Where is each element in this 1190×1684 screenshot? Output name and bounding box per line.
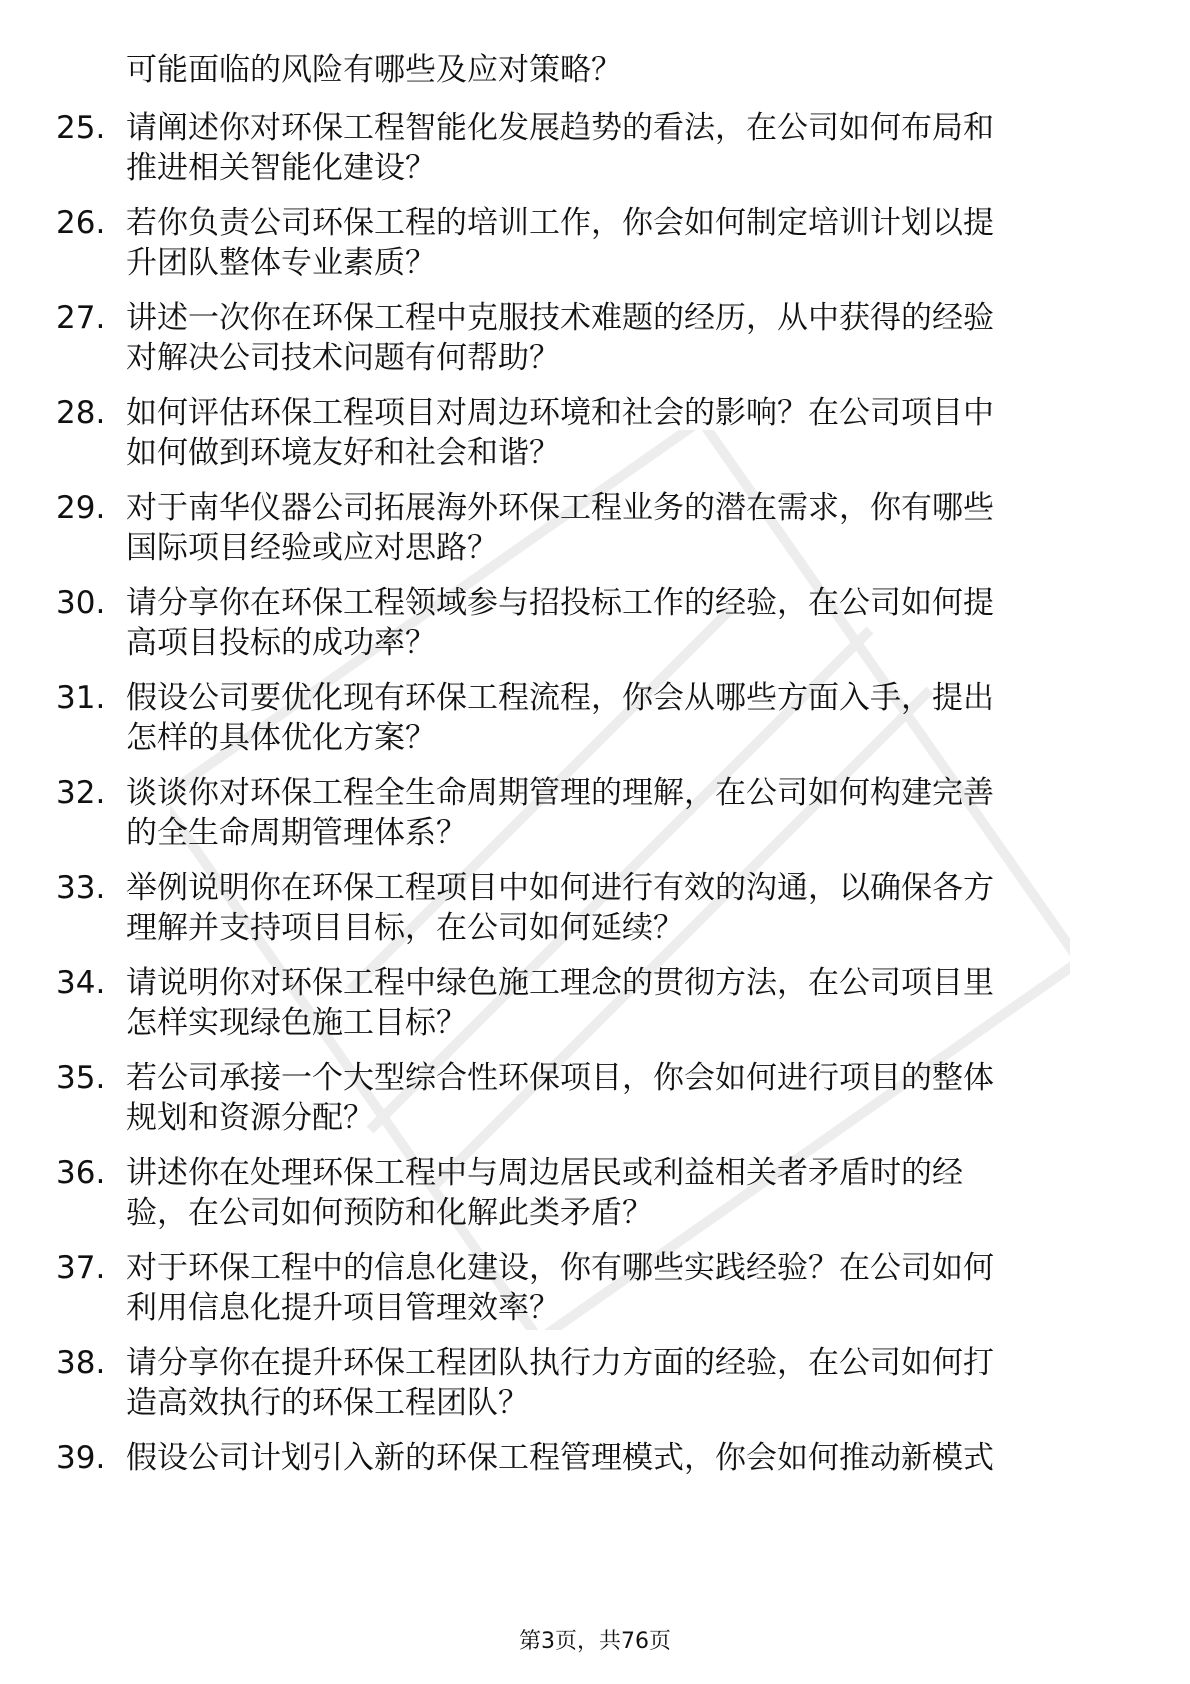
question-number: 27. (56, 300, 106, 336)
question-text (126, 1343, 1116, 1423)
question-text-line: 验，在公司如何预防和化解此类矛盾？ (126, 1195, 653, 1231)
question-number: 37. (56, 1250, 106, 1286)
question-number: 31. (56, 680, 106, 716)
question-text (126, 1153, 1116, 1233)
question-text-line: 升团队整体专业素质？ (126, 245, 436, 281)
question-text (126, 868, 1116, 948)
question-text-line: 推进相关智能化建设？ (126, 150, 436, 186)
question-text (126, 773, 1116, 853)
question-text-line: 的全生命周期管理体系？ (126, 815, 467, 851)
question-number: 26. (56, 205, 106, 241)
question-text-line: 对解决公司技术问题有何帮助？ (126, 340, 560, 376)
question-number: 30. (56, 585, 106, 621)
question-number: 34. (56, 965, 106, 1001)
question-number: 33. (56, 870, 106, 906)
continued-question-text: 可能面临的风险有哪些及应对策略？ (126, 52, 622, 88)
question-text-line: 谈谈你对环保工程全生命周期管理的理解，在公司如何构建完善 (126, 775, 994, 811)
question-text-line: 规划和资源分配？ (126, 1100, 374, 1136)
question-text (126, 298, 1116, 378)
question-text-line: 请阐述你对环保工程智能化发展趋势的看法，在公司如何布局和 (126, 110, 994, 146)
question-number: 36. (56, 1155, 106, 1191)
question-text-line: 理解并支持项目目标，在公司如何延续？ (126, 910, 684, 946)
question-text (126, 203, 1116, 283)
question-text-line: 对于南华仪器公司拓展海外环保工程业务的潜在需求，你有哪些 (126, 490, 994, 526)
question-text (126, 488, 1116, 568)
question-number: 29. (56, 490, 106, 526)
question-number: 25. (56, 110, 106, 146)
question-text (126, 108, 1116, 188)
question-text (126, 1248, 1116, 1328)
question-text (126, 1438, 1116, 1478)
question-text (126, 678, 1116, 758)
question-text-line: 若公司承接一个大型综合性环保项目，你会如何进行项目的整体 (126, 1060, 994, 1096)
question-text-line: 讲述你在处理环保工程中与周边居民或利益相关者矛盾时的经 (126, 1155, 963, 1191)
question-text-line: 造高效执行的环保工程团队？ (126, 1385, 529, 1421)
page-number-footer: 第3页，共76页 (519, 1629, 671, 1654)
question-text-line: 若你负责公司环保工程的培训工作，你会如何制定培训计划以提 (126, 205, 994, 241)
question-number: 28. (56, 395, 106, 431)
question-text-line: 请分享你在环保工程领域参与招投标工作的经验，在公司如何提 (126, 585, 994, 621)
question-text-line: 高项目投标的成功率？ (126, 625, 436, 661)
question-number: 39. (56, 1440, 106, 1476)
question-text-line: 举例说明你在环保工程项目中如何进行有效的沟通，以确保各方 (126, 870, 994, 906)
question-text-line: 国际项目经验或应对思路？ (126, 530, 498, 566)
question-text-line: 利用信息化提升项目管理效率？ (126, 1290, 560, 1326)
question-text-line: 如何评估环保工程项目对周边环境和社会的影响？在公司项目中 (126, 395, 994, 431)
question-text-line: 怎样实现绿色施工目标？ (126, 1005, 467, 1041)
question-text-line: 讲述一次你在环保工程中克服技术难题的经历，从中获得的经验 (126, 300, 994, 336)
question-text-line: 怎样的具体优化方案？ (126, 720, 436, 756)
question-text (126, 583, 1116, 663)
question-text (126, 963, 1116, 1043)
question-number: 35. (56, 1060, 106, 1096)
question-text-line: 请说明你对环保工程中绿色施工理念的贯彻方法，在公司项目里 (126, 965, 994, 1001)
question-number: 38. (56, 1345, 106, 1381)
question-text-line: 假设公司计划引入新的环保工程管理模式，你会如何推动新模式 (126, 1440, 994, 1476)
question-text-line: 假设公司要优化现有环保工程流程，你会从哪些方面入手，提出 (126, 680, 994, 716)
question-text-line: 如何做到环境友好和社会和谐？ (126, 435, 560, 471)
question-number: 32. (56, 775, 106, 811)
question-text-line: 对于环保工程中的信息化建设，你有哪些实践经验？在公司如何 (126, 1250, 994, 1286)
question-text (126, 1058, 1116, 1138)
question-text-line: 请分享你在提升环保工程团队执行力方面的经验，在公司如何打 (126, 1345, 994, 1381)
question-text (126, 393, 1116, 473)
